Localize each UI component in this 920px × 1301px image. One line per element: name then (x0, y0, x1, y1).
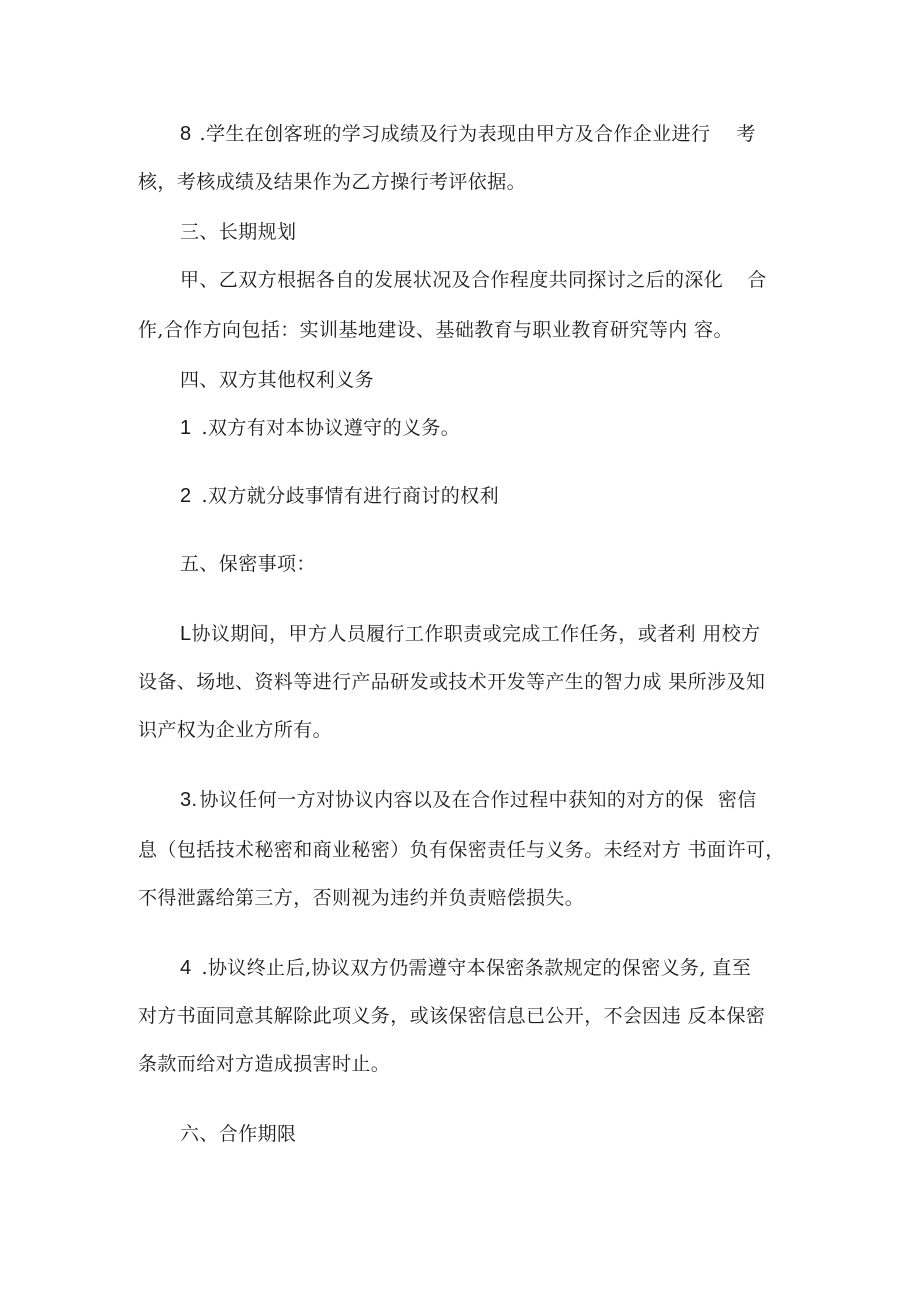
section-5-item-3-line-3: 不得泄露给第三方，否则视为违约并负责赔偿损失。 (138, 887, 585, 909)
section-5-item-3-text-a: 协议任何一方对协议内容以及在合作过程中获知的对方的保 (199, 789, 704, 811)
section-3-line-1 (180, 268, 767, 292)
section-5-item-4-line-3: 条款而给对方造成损害时止。 (138, 1053, 391, 1075)
item-8-text-a: .学生在创客班的学习成绩及行为表现由甲方及合作企业进行 (199, 123, 711, 145)
section-3-text-b: 合 (747, 269, 767, 291)
section-5-item-4-line-1 (180, 956, 751, 980)
section-4-item-1-number: 1 (180, 417, 192, 439)
section-5-item-3-text-b: 密信 (717, 789, 757, 811)
section-5-item-4-number: 4 (180, 957, 192, 979)
section-3-heading: 三、长期规划 (180, 221, 297, 243)
section-4-item-2-number: 2 (180, 485, 192, 507)
item-8-line-1 (180, 122, 756, 146)
section-4-heading: 四、双方其他权利义务 (180, 369, 375, 391)
section-6-heading: 六、合作期限 (180, 1123, 297, 1145)
section-5-item-3-line-2: 息（包括技术秘密和商业秘密）负有保密责任与义务。未经对方 书面许可， (138, 839, 785, 861)
section-5-heading: 五、保密事项： (180, 553, 316, 575)
section-5-item-3-line-1 (180, 788, 757, 812)
section-5-item-4-line-2: 对方书面同意其解除此项义务，或该保密信息已公开，不会因违 反本保密 (138, 1005, 766, 1027)
section-3-line-2: 作,合作方向包括：实训基地建设、基础教育与职业教育研究等内 容。 (138, 319, 733, 341)
section-5-item-L-line-1 (180, 622, 761, 646)
section-5-item-L-number: L (180, 623, 192, 645)
section-4-item-1 (180, 416, 460, 440)
section-4-item-1-text: .双方有对本协议遵守的义务。 (201, 417, 461, 439)
item-8-number: 8 (180, 123, 192, 145)
item-8-line-2: 核，考核成绩及结果作为乙方操行考评依据。 (138, 171, 527, 193)
item-8-text-b: 考 (736, 123, 756, 145)
section-5-item-L-line-2: 设备、场地、资料等进行产品研发或技术开发等产生的智力成 果所涉及知 (138, 671, 766, 693)
section-4-item-2-text: .双方就分歧事情有进行商讨的权利 (201, 485, 499, 507)
section-5-item-L-text-1: 协议期间，甲方人员履行工作职责或完成工作任务，或者利 用校方 (191, 623, 761, 645)
section-5-item-4-text-1: .协议终止后,协议双方仍需遵守本保密条款规定的保密义务, 直至 (201, 957, 752, 979)
section-3-text-a: 甲、乙双方根据各自的发展状况及合作程度共同探讨之后的深化 (180, 269, 724, 291)
section-5-item-3-number: 3. (180, 789, 198, 811)
section-5-item-L-line-3: 识产权为企业方所有。 (138, 719, 333, 741)
section-4-item-2 (180, 484, 499, 508)
